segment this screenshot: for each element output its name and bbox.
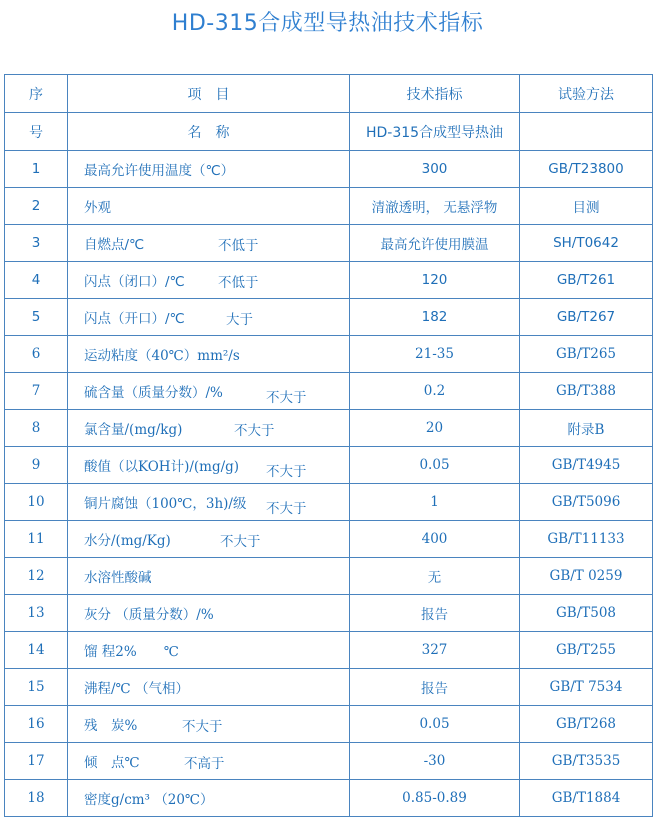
row-item [68, 558, 350, 595]
row-method: GB/T3535 [520, 743, 653, 780]
row-method: GB/T23800 [520, 151, 653, 188]
row-qualifier: 不大于 [266, 464, 307, 480]
row-item [68, 632, 350, 669]
row-number: 7 [5, 373, 68, 410]
row-number: 1 [5, 151, 68, 188]
row-number: 14 [5, 632, 68, 669]
row-number: 12 [5, 558, 68, 595]
table-row [5, 373, 653, 410]
header-method-bottom [520, 113, 653, 151]
table-row [5, 410, 653, 447]
row-number: 9 [5, 447, 68, 484]
row-value: 0.05 [350, 447, 520, 484]
row-method: GB/T 7534 [520, 669, 653, 706]
row-qualifier: 不低于 [218, 238, 259, 254]
row-method: GB/T5096 [520, 484, 653, 521]
header-value-top: 技术指标 [350, 75, 520, 113]
row-value: 0.05 [350, 706, 520, 743]
table-row [5, 521, 653, 558]
row-value: 报告 [350, 595, 520, 632]
row-value: 0.85-0.89 [350, 780, 520, 817]
row-item [68, 299, 350, 336]
table-row [5, 447, 653, 484]
row-item-name: 沸程/℃ （气相） [84, 681, 189, 697]
row-item-name: 倾 点℃ [84, 755, 140, 771]
row-value: 182 [350, 299, 520, 336]
row-number: 16 [5, 706, 68, 743]
row-item [68, 447, 350, 484]
row-value: 20 [350, 410, 520, 447]
row-item-name: 最高允许使用温度（℃） [84, 163, 235, 179]
row-value: 300 [350, 151, 520, 188]
header-method-top: 试验方法 [520, 75, 653, 113]
row-item-name: 馏 程2% ℃ [84, 644, 179, 660]
table-row [5, 299, 653, 336]
row-number: 5 [5, 299, 68, 336]
row-qualifier: 大于 [226, 312, 253, 328]
row-value: 327 [350, 632, 520, 669]
row-qualifier: 不大于 [234, 423, 275, 439]
row-method: GB/T267 [520, 299, 653, 336]
row-method: GB/T11133 [520, 521, 653, 558]
row-item-name: 灰分 （质量分数）/% [84, 607, 214, 623]
header-item-top: 项 目 [68, 75, 350, 113]
row-item-name: 外观 [84, 200, 111, 216]
table-row [5, 706, 653, 743]
table-row [5, 595, 653, 632]
row-number: 11 [5, 521, 68, 558]
row-method: SH/T0642 [520, 225, 653, 262]
row-method: GB/T508 [520, 595, 653, 632]
row-item-name: 酸值（以KOH计)/(mg/g) [84, 459, 240, 475]
row-method: 附录B [520, 410, 653, 447]
row-method: GB/T 0259 [520, 558, 653, 595]
row-item [68, 262, 350, 299]
table-row [5, 632, 653, 669]
row-method: 目测 [520, 188, 653, 225]
row-item-name: 闪点（闭口）/℃ [84, 274, 185, 290]
header-seq-bottom: 号 [5, 113, 68, 151]
row-method: GB/T255 [520, 632, 653, 669]
row-number: 17 [5, 743, 68, 780]
row-item-name: 铜片腐蚀（100℃，3h)/级 [84, 496, 247, 512]
header-row-bottom [5, 113, 653, 151]
row-qualifier: 不大于 [220, 534, 261, 550]
row-value: 1 [350, 484, 520, 521]
row-number: 3 [5, 225, 68, 262]
row-method: GB/T388 [520, 373, 653, 410]
row-item [68, 595, 350, 632]
row-item-name: 氯含量/(mg/kg) [84, 422, 183, 438]
header-row-top [5, 75, 653, 113]
row-item-name: 自燃点/℃ [84, 237, 145, 253]
row-item-name: 硫含量（质量分数）/% [84, 385, 223, 401]
row-qualifier: 不高于 [184, 756, 225, 772]
row-value: 400 [350, 521, 520, 558]
header-seq-top: 序 [5, 75, 68, 113]
row-item-name: 残 炭% [84, 718, 138, 734]
header-value-bottom: HD-315合成型导热油 [350, 113, 520, 151]
row-number: 2 [5, 188, 68, 225]
row-qualifier: 不大于 [266, 390, 307, 406]
row-item-name: 水溶性酸碱 [84, 570, 152, 586]
row-method: GB/T4945 [520, 447, 653, 484]
row-method: GB/T1884 [520, 780, 653, 817]
row-item-name: 水分/(mg/Kg) [84, 533, 171, 549]
table-row [5, 780, 653, 817]
row-number: 18 [5, 780, 68, 817]
row-item [68, 410, 350, 447]
row-qualifier: 不低于 [218, 275, 259, 291]
row-value: 清澈透明， 无悬浮物 [350, 188, 520, 225]
spec-table [4, 74, 653, 817]
row-item [68, 336, 350, 373]
row-qualifier: 不大于 [182, 719, 223, 735]
table-row [5, 262, 653, 299]
row-number: 13 [5, 595, 68, 632]
row-item [68, 669, 350, 706]
table-row [5, 151, 653, 188]
row-item [68, 225, 350, 262]
row-item [68, 706, 350, 743]
row-number: 4 [5, 262, 68, 299]
page-title: HD-315合成型导热油技术指标 [171, 11, 484, 36]
row-number: 15 [5, 669, 68, 706]
row-item [68, 743, 350, 780]
row-item [68, 484, 350, 521]
row-item-name: 闪点（开口）/℃ [84, 311, 185, 327]
row-value: 最高允许使用膜温 [350, 225, 520, 262]
table-row [5, 484, 653, 521]
row-item [68, 780, 350, 817]
row-value: -30 [350, 743, 520, 780]
row-method: GB/T261 [520, 262, 653, 299]
row-item [68, 373, 350, 410]
table-row [5, 743, 653, 780]
row-item [68, 521, 350, 558]
table-row [5, 225, 653, 262]
row-number: 8 [5, 410, 68, 447]
row-value: 无 [350, 558, 520, 595]
row-method: GB/T265 [520, 336, 653, 373]
row-qualifier: 不大于 [266, 501, 307, 517]
table-row [5, 188, 653, 225]
header-item-bottom: 名 称 [68, 113, 350, 151]
table-row [5, 336, 653, 373]
row-item [68, 151, 350, 188]
row-item-name: 密度g/cm³ （20℃） [84, 792, 214, 808]
table-row [5, 558, 653, 595]
row-number: 6 [5, 336, 68, 373]
row-value: 报告 [350, 669, 520, 706]
row-item [68, 188, 350, 225]
row-value: 21-35 [350, 336, 520, 373]
row-method: GB/T268 [520, 706, 653, 743]
row-value: 120 [350, 262, 520, 299]
row-value: 0.2 [350, 373, 520, 410]
row-number: 10 [5, 484, 68, 521]
row-item-name: 运动粘度（40℃）mm²/s [84, 348, 240, 364]
table-row [5, 669, 653, 706]
